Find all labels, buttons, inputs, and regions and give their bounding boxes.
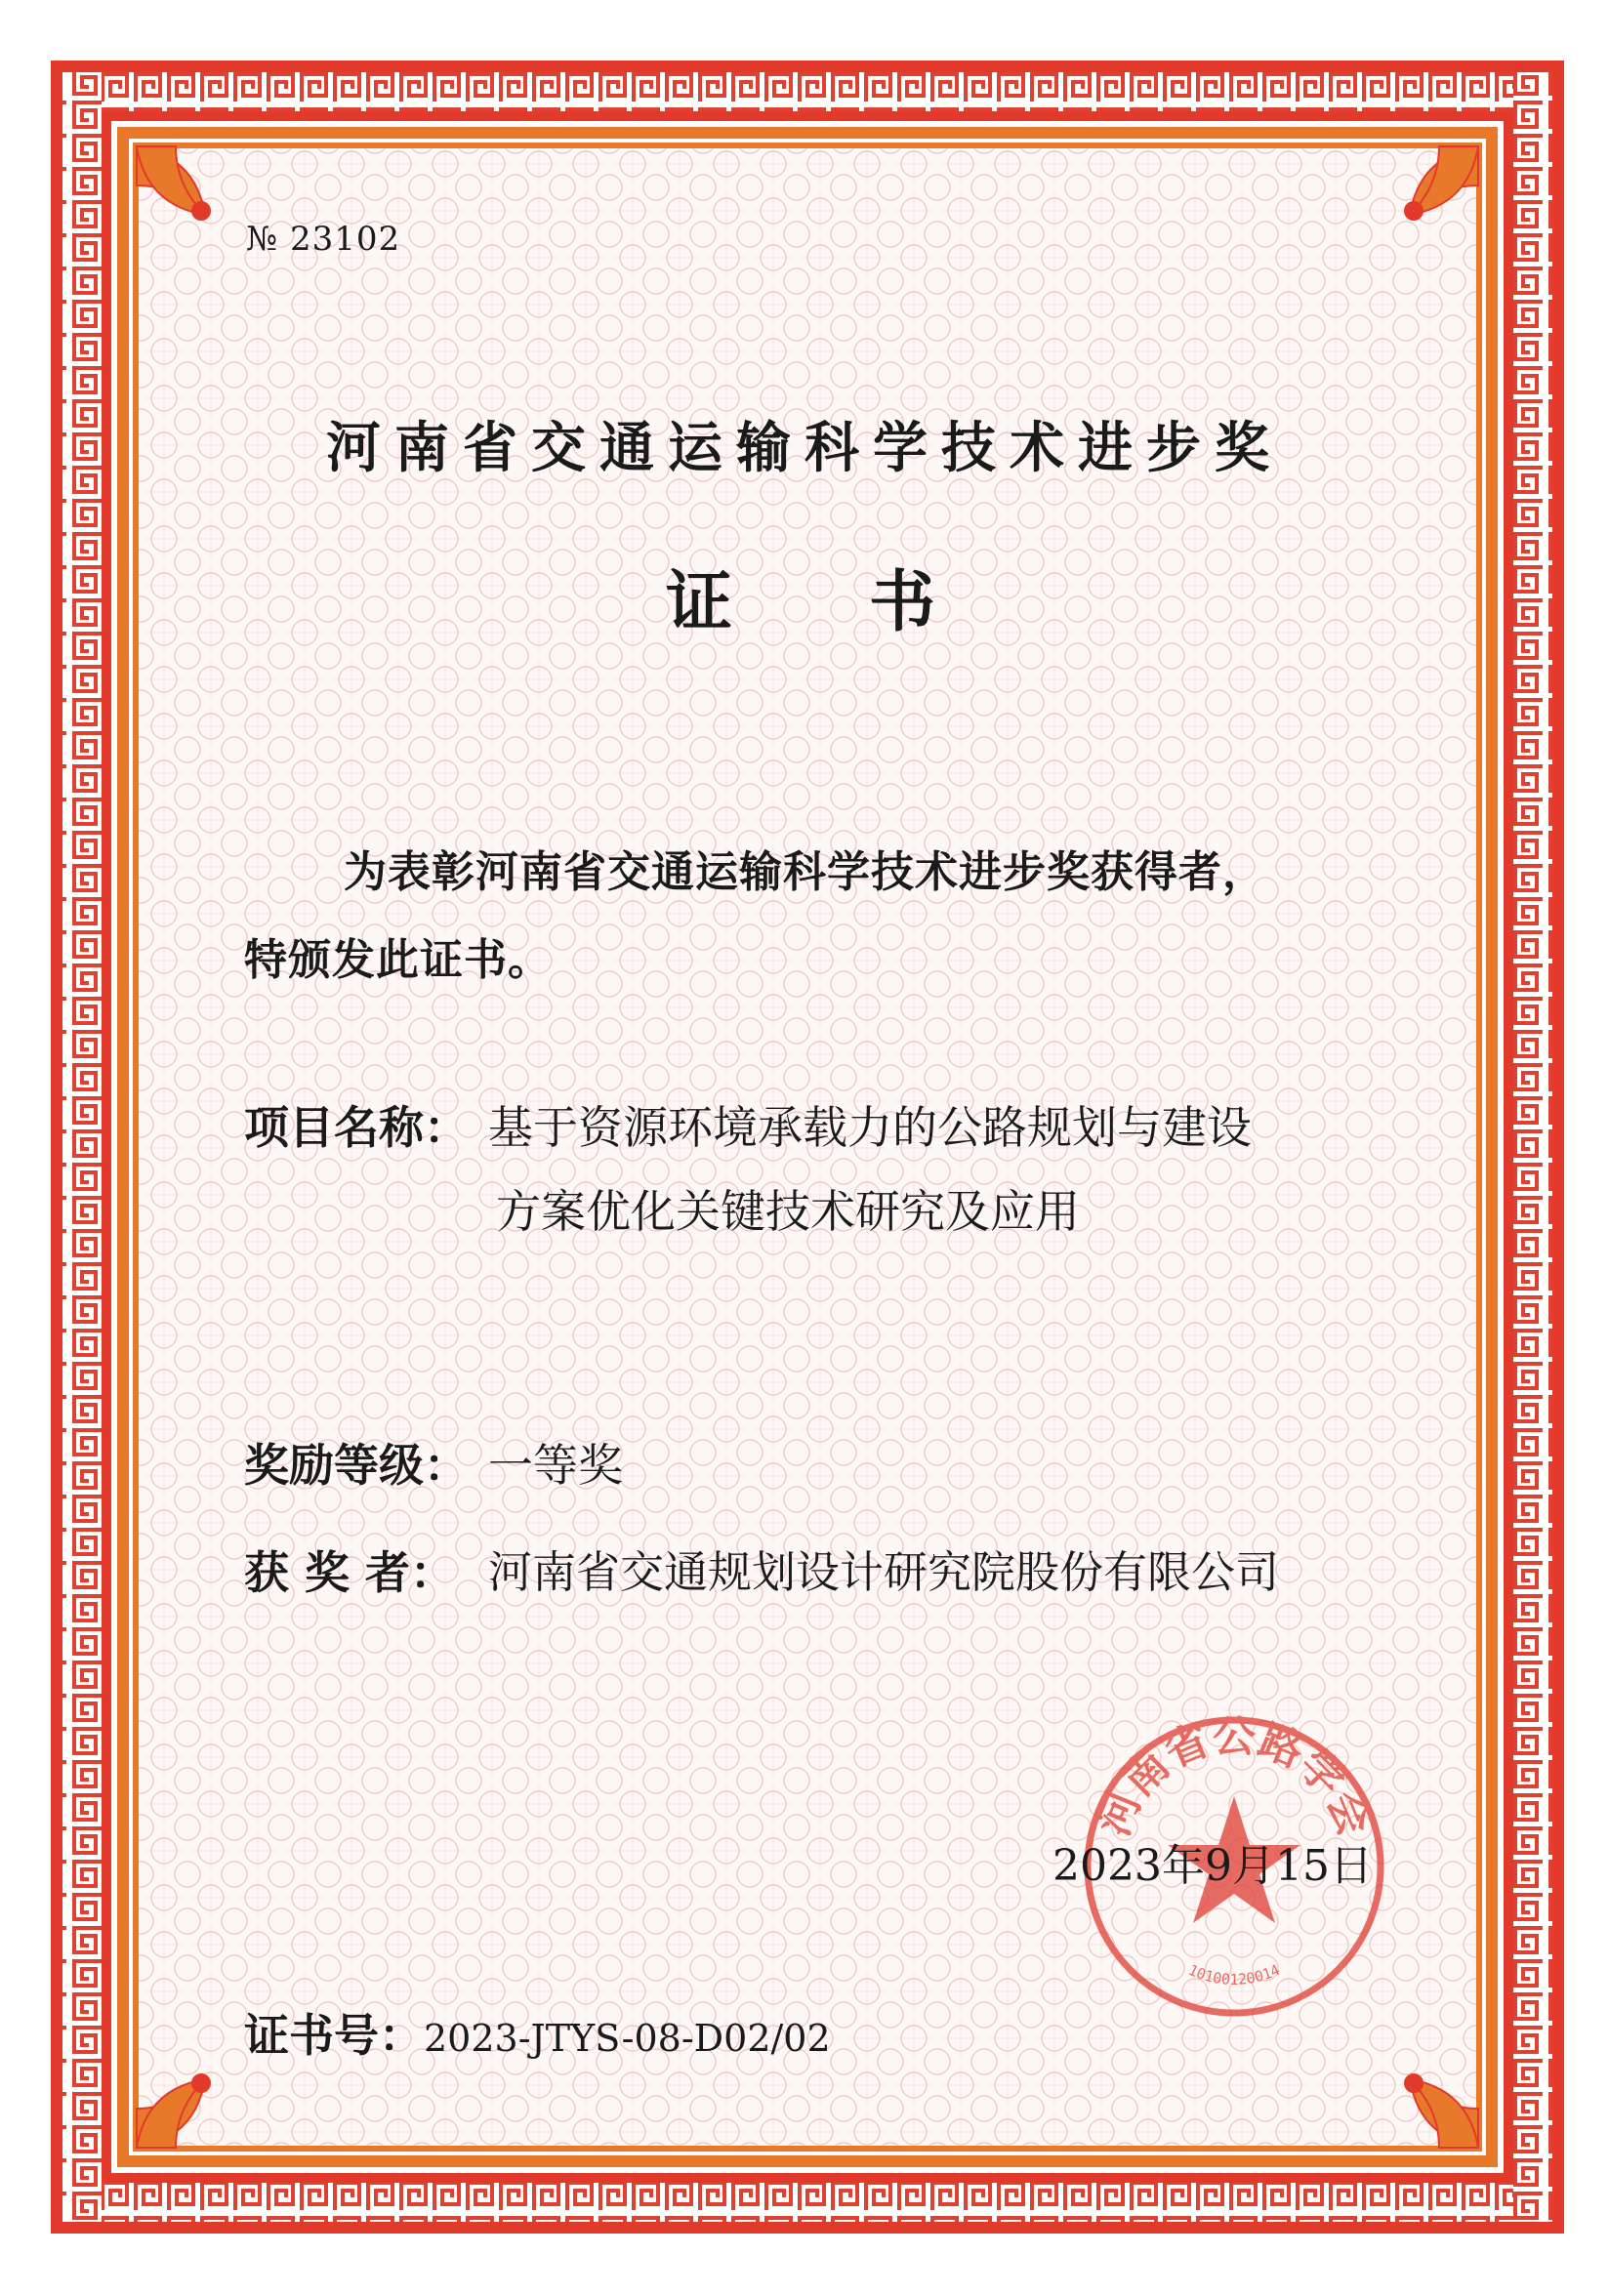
winner-label: 获 奖 者： [244, 1546, 456, 1599]
svg-text:河南省公路学会: 河南省公路学会 [1089, 1711, 1380, 1843]
project-label: 项目名称： [244, 1101, 469, 1154]
subtitle-right: 书 [869, 564, 936, 641]
project-line-2: 方案优化关键技术研究及应用 [496, 1185, 1080, 1238]
cert-no-label: 证书号： [244, 2009, 424, 2062]
intro-line-2: 特颁发此证书。 [244, 935, 552, 985]
svg-text:10100120014: 10100120014 [1185, 1960, 1283, 1988]
certificate-subtitle [666, 564, 936, 641]
winner-value: 河南省交通规划设计研究院股份有限公司 [488, 1546, 1280, 1598]
serial-number: № 23102 [246, 220, 401, 259]
certificate-title: 河南省交通运输科学技术进步奖 [326, 417, 1283, 480]
intro-line-1: 为表彰河南省交通运输科学技术进步奖获得者， [344, 847, 1266, 897]
level-label: 奖励等级： [244, 1439, 469, 1492]
cert-no-value: 2023-JTYS-08-D02/02 [424, 2017, 831, 2060]
project-line-1: 基于资源环境承载力的公路规划与建设 [488, 1101, 1252, 1154]
subtitle-left: 证 [666, 564, 733, 641]
level-value: 一等奖 [488, 1439, 623, 1492]
certificate-number [244, 2009, 831, 2062]
issue-date: 2023年9月15日 [1052, 1841, 1373, 1891]
